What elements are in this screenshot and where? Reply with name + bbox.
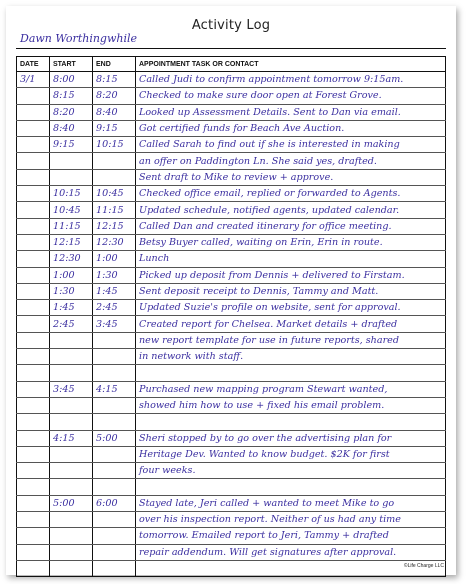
cell-start — [50, 479, 93, 495]
cell-start: 10:15 — [50, 186, 93, 202]
cell-task: Called Judi to confirm appointment tomorrow 9:15am. — [136, 72, 446, 88]
cell-task: Got certified funds for Beach Ave Auction. — [136, 120, 446, 136]
header-date: DATE — [17, 57, 50, 72]
cell-task: repair addendum. Will get signatures after approval. — [136, 544, 446, 560]
cell-task: in network with staff. — [136, 349, 446, 365]
cell-end: 12:15 — [93, 218, 136, 234]
cell-start — [50, 528, 93, 544]
cell-end: 1:30 — [93, 267, 136, 283]
cell-end: 6:00 — [93, 495, 136, 511]
table-header-row — [17, 57, 446, 72]
cell-task: Called Sarah to find out if she is interested in making — [136, 137, 446, 153]
table-row — [17, 560, 446, 576]
cell-start: 3:45 — [50, 381, 93, 397]
cell-end — [93, 479, 136, 495]
cell-start — [50, 414, 93, 430]
cell-start — [50, 544, 93, 560]
cell-start: 9:15 — [50, 137, 93, 153]
cell-task: Picked up deposit from Dennis + delivered to Firstam. — [136, 267, 446, 283]
cell-date — [17, 137, 50, 153]
cell-start: 1:30 — [50, 283, 93, 299]
header-start: START — [50, 57, 93, 72]
cell-date — [17, 234, 50, 250]
cell-task: Stayed late, Jeri called + wanted to meet Mike to go — [136, 495, 446, 511]
table-row — [17, 495, 446, 511]
cell-start — [50, 153, 93, 169]
cell-end — [93, 446, 136, 462]
cell-end — [93, 169, 136, 185]
cell-end: 9:15 — [93, 120, 136, 136]
cell-start — [50, 349, 93, 365]
cell-task: Looked up Assessment Details. Sent to Dan via email. — [136, 104, 446, 120]
header-end: END — [93, 57, 136, 72]
cell-end — [93, 332, 136, 348]
cell-end: 2:45 — [93, 300, 136, 316]
cell-task: an offer on Paddington Ln. She said yes, drafted. — [136, 153, 446, 169]
table-row — [17, 316, 446, 332]
activity-log-sheet — [6, 6, 456, 575]
cell-start: 12:30 — [50, 251, 93, 267]
table-row — [17, 153, 446, 169]
cell-start — [50, 560, 93, 576]
table-row — [17, 104, 446, 120]
table-row — [17, 88, 446, 104]
table-row — [17, 446, 446, 462]
copyright-footer: ©Life Charge LLC — [403, 563, 444, 569]
header-task: APPOINTMENT TASK OR CONTACT — [136, 57, 446, 72]
table-row — [17, 251, 446, 267]
cell-start: 11:15 — [50, 218, 93, 234]
cell-date — [17, 202, 50, 218]
cell-date — [17, 186, 50, 202]
cell-start: 12:15 — [50, 234, 93, 250]
table-row — [17, 381, 446, 397]
cell-date — [17, 349, 50, 365]
cell-start — [50, 365, 93, 381]
cell-end — [93, 397, 136, 413]
cell-date — [17, 104, 50, 120]
cell-start: 4:15 — [50, 430, 93, 446]
cell-end — [93, 463, 136, 479]
table-row — [17, 479, 446, 495]
cell-task — [136, 365, 446, 381]
cell-date — [17, 430, 50, 446]
cell-start — [50, 169, 93, 185]
cell-date — [17, 381, 50, 397]
cell-date — [17, 88, 50, 104]
cell-end — [93, 153, 136, 169]
cell-date — [17, 479, 50, 495]
cell-end: 5:00 — [93, 430, 136, 446]
cell-start — [50, 512, 93, 528]
cell-task — [136, 414, 446, 430]
cell-date — [17, 528, 50, 544]
cell-start: 8:40 — [50, 120, 93, 136]
cell-task: Checked office email, replied or forwarded to Agents. — [136, 186, 446, 202]
cell-task: Created report for Chelsea. Market details + drafted — [136, 316, 446, 332]
page-title: Activity Log — [191, 18, 271, 33]
cell-start: 1:00 — [50, 267, 93, 283]
cell-end — [93, 544, 136, 560]
cell-date — [17, 283, 50, 299]
cell-end: 1:00 — [93, 251, 136, 267]
table-row — [17, 234, 446, 250]
cell-date — [17, 153, 50, 169]
cell-task: Sent deposit receipt to Dennis, Tammy and Matt. — [136, 283, 446, 299]
cell-start — [50, 397, 93, 413]
cell-date: 3/1 — [17, 72, 50, 88]
cell-end — [93, 528, 136, 544]
cell-task: showed him how to use + fixed his email problem. — [136, 397, 446, 413]
cell-task: over his inspection report. Neither of us had any time — [136, 512, 446, 528]
table-row — [17, 120, 446, 136]
cell-date — [17, 300, 50, 316]
table-row — [17, 332, 446, 348]
cell-end — [93, 349, 136, 365]
cell-end: 8:15 — [93, 72, 136, 88]
cell-end — [93, 560, 136, 576]
cell-end: 1:45 — [93, 283, 136, 299]
table-row — [17, 218, 446, 234]
table-row — [17, 169, 446, 185]
table-row — [17, 137, 446, 153]
cell-end: 8:20 — [93, 88, 136, 104]
cell-date — [17, 446, 50, 462]
cell-date — [17, 544, 50, 560]
cell-date — [17, 218, 50, 234]
cell-start: 5:00 — [50, 495, 93, 511]
cell-start — [50, 332, 93, 348]
table-row — [17, 544, 446, 560]
cell-task: Purchased new mapping program Stewart wanted, — [136, 381, 446, 397]
cell-start: 8:15 — [50, 88, 93, 104]
table-body — [17, 72, 446, 577]
cell-task: Heritage Dev. Wanted to know budget. $2K for first — [136, 446, 446, 462]
table-row — [17, 512, 446, 528]
owner-name: Dawn Worthingwhile — [20, 32, 138, 45]
cell-end — [93, 365, 136, 381]
cell-end: 4:15 — [93, 381, 136, 397]
cell-date — [17, 463, 50, 479]
cell-task: Betsy Buyer called, waiting on Erin, Erin in route. — [136, 234, 446, 250]
cell-date — [17, 120, 50, 136]
cell-end: 12:30 — [93, 234, 136, 250]
cell-start: 8:20 — [50, 104, 93, 120]
table-row — [17, 267, 446, 283]
cell-end: 8:40 — [93, 104, 136, 120]
table-row — [17, 202, 446, 218]
cell-task: Sent draft to Mike to review + approve. — [136, 169, 446, 185]
table-row — [17, 349, 446, 365]
cell-task: Sheri stopped by to go over the advertising plan for — [136, 430, 446, 446]
cell-task: new report template for use in future reports, shared — [136, 332, 446, 348]
table-row — [17, 186, 446, 202]
cell-end: 11:15 — [93, 202, 136, 218]
cell-start: 10:45 — [50, 202, 93, 218]
cell-date — [17, 414, 50, 430]
cell-end — [93, 512, 136, 528]
cell-task — [136, 560, 446, 576]
cell-task: tomorrow. Emailed report to Jeri, Tammy + drafted — [136, 528, 446, 544]
cell-task — [136, 479, 446, 495]
cell-task: Lunch — [136, 251, 446, 267]
table-row — [17, 463, 446, 479]
cell-end — [93, 414, 136, 430]
cell-start — [50, 463, 93, 479]
table-row — [17, 528, 446, 544]
cell-date — [17, 365, 50, 381]
cell-end: 3:45 — [93, 316, 136, 332]
cell-date — [17, 267, 50, 283]
cell-date — [17, 512, 50, 528]
cell-end: 10:15 — [93, 137, 136, 153]
table-row — [17, 397, 446, 413]
cell-start: 2:45 — [50, 316, 93, 332]
table-row — [17, 365, 446, 381]
cell-date — [17, 495, 50, 511]
cell-date — [17, 169, 50, 185]
name-underline — [16, 48, 446, 49]
cell-date — [17, 316, 50, 332]
cell-task: Updated Suzie's profile on website, sent for approval. — [136, 300, 446, 316]
cell-task: four weeks. — [136, 463, 446, 479]
table-row — [17, 283, 446, 299]
table-row — [17, 414, 446, 430]
table-row — [17, 430, 446, 446]
cell-date — [17, 332, 50, 348]
table-row — [17, 72, 446, 88]
activity-log-table — [16, 56, 446, 577]
cell-start: 8:00 — [50, 72, 93, 88]
cell-start — [50, 446, 93, 462]
cell-task: Checked to make sure door open at Forest Grove. — [136, 88, 446, 104]
table-row — [17, 300, 446, 316]
cell-task: Updated schedule, notified agents, updated calendar. — [136, 202, 446, 218]
cell-date — [17, 397, 50, 413]
cell-task: Called Dan and created itinerary for office meeting. — [136, 218, 446, 234]
cell-date — [17, 560, 50, 576]
cell-date — [17, 251, 50, 267]
cell-end: 10:45 — [93, 186, 136, 202]
cell-start: 1:45 — [50, 300, 93, 316]
